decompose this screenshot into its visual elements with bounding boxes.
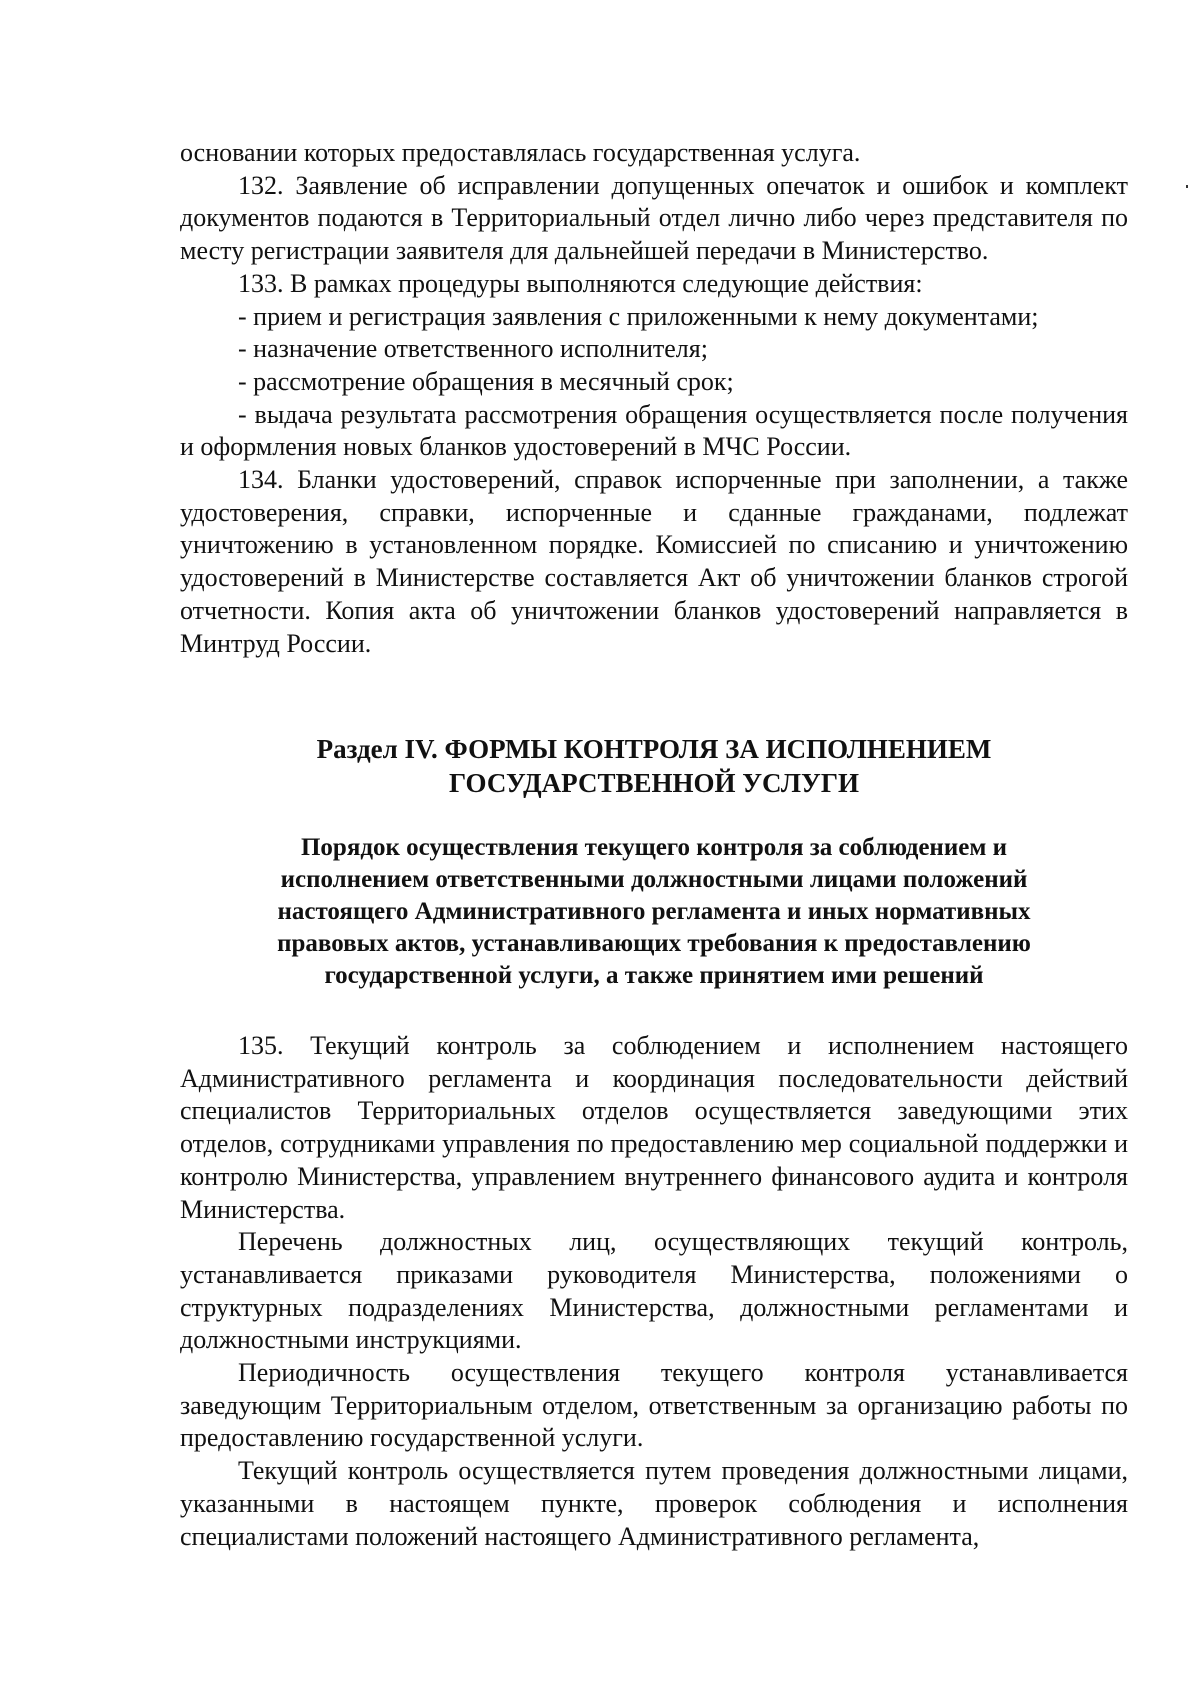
text-block-top — [180, 137, 1128, 660]
subsection-heading-line-5: государственной услуги, а также принятием ими решений — [324, 962, 984, 989]
paragraph-134: 134. Бланки удостоверений, справок испорченные при заполнении, а также удостоверения, справки, испорченные и сданные гражданами, подлежат уничтожению в установленном порядке. Комиссией по списанию и уничтожению удостоверений в Министерстве составляется Акт об уничтожении бланков строгой отчетности. Копия акта об уничтожении бланков удостоверений направляется в Минтруд России. — [180, 465, 1128, 658]
list-item: - прием и регистрация заявления с приложенными к нему документами; — [238, 301, 1039, 331]
paragraph-135: 135. Текущий контроль за соблюдением и исполнением настоящего Административного регламента и координация последовательности действий специалистов Территориальных отделов осуществляется заведующими этих отделов, сотрудниками управления по предоставлению мер социальной поддержки и контролю Министерства, управлением внутреннего финансового аудита и контроля Министерства. — [180, 1031, 1128, 1224]
paragraph-133: 133. В рамках процедуры выполняются следующие действия: — [238, 268, 923, 298]
section-heading — [180, 732, 1128, 800]
paragraph-current-control: Текущий контроль осуществляется путем проведения должностными лицами, указанными в настоящем пункте, проверок соблюдения и исполнения специалистами положений настоящего Административного регламента, — [180, 1456, 1128, 1551]
subsection-heading-line-2: исполнением ответственными должностными лицами положений — [280, 866, 1028, 893]
list-item: - рассмотрение обращения в месячный срок; — [238, 366, 734, 396]
subsection-heading-line-3: настоящего Административного регламента и иных нормативных — [277, 898, 1031, 925]
paragraph-officials-list: Перечень должностных лиц, осуществляющих текущий контроль, устанавливается приказами руководителя Министерства, положениями о структурных подразделениях Министерства, должностными регламентами и должностными инструкциями. — [180, 1227, 1128, 1355]
subsection-heading-line-4: правовых актов, устанавливающих требования к предоставлению — [277, 930, 1031, 957]
paragraph-periodicity: Периодичность осуществления текущего контроля устанавливается заведующим Территориальным отделом, ответственным за организацию работы по предоставлению государственной услуги. — [180, 1358, 1128, 1453]
subsection-heading — [180, 832, 1128, 992]
section-heading-line-2: ГОСУДАРСТВЕННОЙ УСЛУГИ — [449, 768, 859, 798]
list-item: - выдача результата рассмотрения обращения осуществляется после получения и оформления новых бланков удостоверений в МЧС России. — [180, 399, 1128, 462]
text-block-bottom — [180, 1030, 1128, 1553]
paragraph-132: 132. Заявление об исправлении допущенных опечаток и ошибок и комплект документов подаются в Территориальный отдел лично либо через представителя по месту регистрации заявителя для дальнейшей передачи в Министерство. — [180, 170, 1128, 266]
paragraph-continuation: основании которых предоставлялась государственная услуга. — [180, 138, 861, 167]
list-item: - назначение ответственного исполнителя; — [238, 334, 708, 364]
subsection-heading-line-1: Порядок осуществления текущего контроля за соблюдением и — [300, 834, 1008, 861]
scan-speck — [1186, 185, 1188, 188]
section-heading-line-1: Раздел IV. ФОРМЫ КОНТРОЛЯ ЗА ИСПОЛНЕНИЕМ — [316, 734, 992, 764]
